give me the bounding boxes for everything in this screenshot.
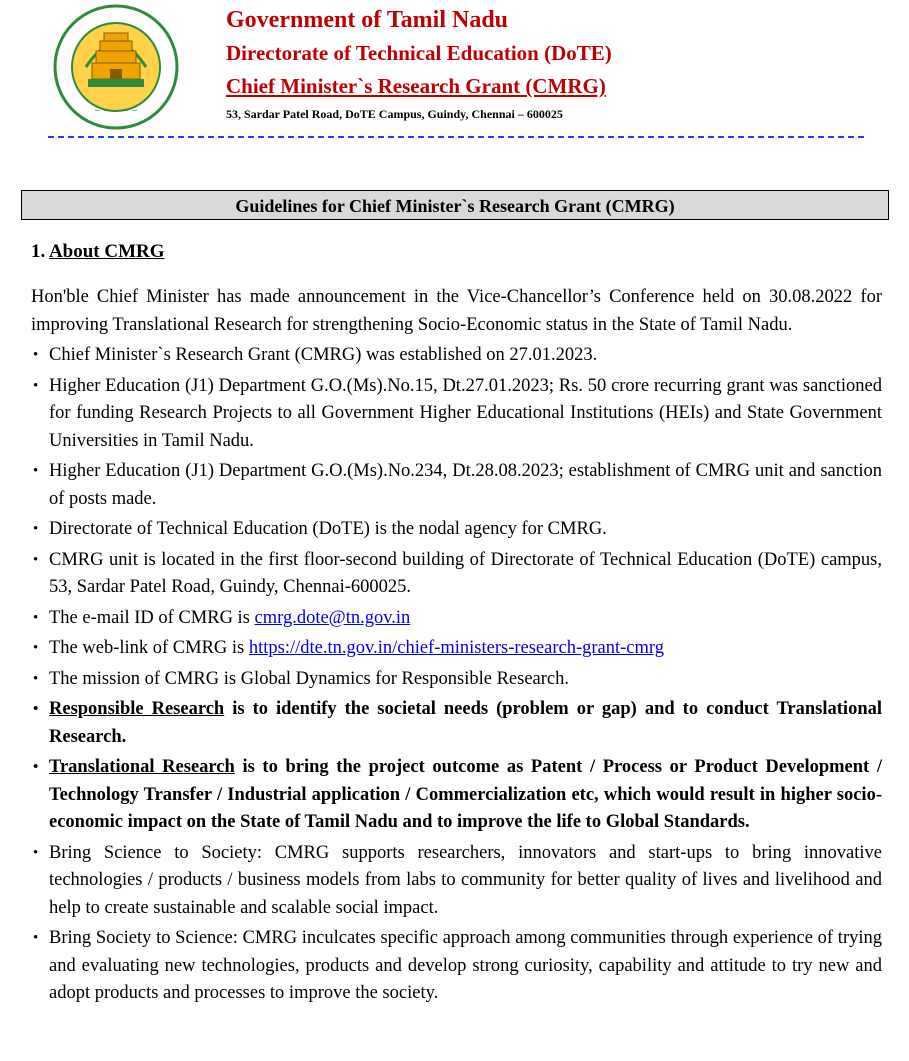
dashed-divider: [48, 136, 864, 138]
responsible-research-term: Responsible Research: [49, 699, 225, 719]
document-body: [31, 284, 882, 1011]
translational-research-term: Translational Research: [49, 757, 235, 777]
translational-research-text: is to bring the project outcome as Patent / Process or Product Development / Technology Transfer / Industrial application / Commercialization etc, which would result in higher socio-economic impact on the State of Tamil Nadu and to improve the life to Global Standards.: [49, 757, 882, 832]
email-link[interactable]: cmrg.dote@tn.gov.in: [254, 607, 411, 628]
list-item: • Bring Science to Society: CMRG supports researchers, innovators and start-ups to bring innovative technologies / products / business models from labs to community for better quality of lives and livelihood and help to create sustainable and scalable social impact.: [31, 840, 882, 923]
list-item: • The mission of CMRG is Global Dynamics for Responsible Research.: [31, 666, 882, 694]
list-item: • Chief Minister`s Research Grant (CMRG) was established on 27.01.2023.: [31, 342, 882, 370]
list-item: [31, 635, 882, 663]
letterhead: [226, 4, 886, 124]
intro-paragraph: Hon'ble Chief Minister has made announcement in the Vice-Chancellor’s Conference held on 30.08.2022 for improving Translational Research for strengthening Socio-Economic status in the State of Tamil Nadu.: [31, 287, 882, 335]
section-title: About CMRG: [48, 241, 165, 262]
list-item: • Bring Society to Science: CMRG inculcates specific approach among communities through experience of trying and evaluating new technologies, products and develop strong curiosity, capability and attitude to try new and adopt products and processes to improve the society.: [31, 925, 882, 1008]
list-item: • Higher Education (J1) Department G.O.(Ms).No.15, Dt.27.01.2023; Rs. 50 crore recurring grant was sanctioned for funding Research Projects to all Government Higher Educational Institutions (HEIs) and State Government Universities in Tamil Nadu.: [31, 373, 882, 456]
email-label: The e-mail ID of CMRG is: [49, 607, 255, 628]
list-item: [31, 754, 882, 837]
list-item: • CMRG unit is located in the first floor-second building of Directorate of Technical Education (DoTE) campus, 53, Sardar Patel Road, Guindy, Chennai-600025.: [31, 547, 882, 602]
government-title: Government of Tamil Nadu: [226, 7, 509, 33]
cmrg-title: Chief Minister`s Research Grant (CMRG): [226, 74, 606, 98]
list-item: • Higher Education (J1) Department G.O.(Ms).No.234, Dt.28.08.2023; establishment of CMRG unit and sanction of posts made.: [31, 458, 882, 513]
list-item: [31, 696, 882, 751]
directorate-title: Directorate of Technical Education (DoTE): [226, 41, 612, 65]
list-item: [31, 605, 882, 633]
section-heading: [31, 238, 165, 266]
weblink-label: The web-link of CMRG is: [49, 638, 249, 658]
responsible-research-text: is to identify the societal needs (problem or gap) and to conduct Translational Research.: [49, 699, 883, 747]
section-number: 1.: [31, 241, 46, 262]
bullet-list: [31, 342, 882, 1008]
web-link[interactable]: https://dte.tn.gov.in/chief-ministers-research-grant-cmrg: [248, 638, 664, 658]
svg-text:~ ~ ~ ~ ~: ~ ~ ~ ~ ~: [94, 106, 138, 115]
list-item: • Directorate of Technical Education (DoTE) is the nodal agency for CMRG.: [31, 516, 882, 544]
guidelines-banner: Guidelines for Chief Minister`s Research Grant (CMRG): [21, 190, 889, 220]
address: 53, Sardar Patel Road, DoTE Campus, Guindy, Chennai – 600025: [226, 107, 563, 121]
tamil-nadu-emblem-icon: [52, 3, 180, 131]
